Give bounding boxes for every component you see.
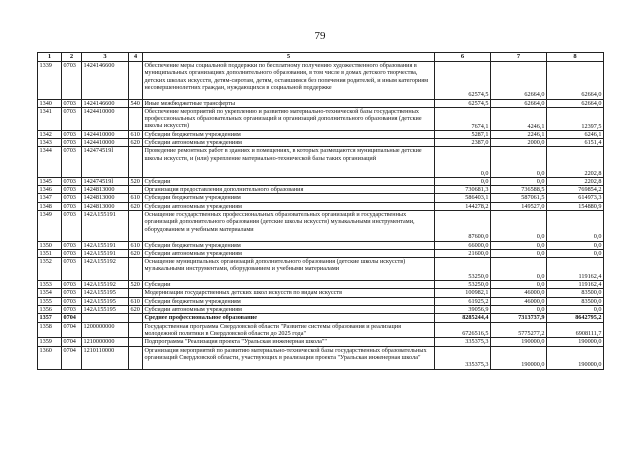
table-cell-c3: 142A155195 (82, 297, 129, 305)
table-cell-c6: 62574,5 (435, 62, 491, 100)
table-cell-c3: 142474519l (82, 177, 129, 185)
table-row (38, 241, 604, 249)
table-cell-c3 (82, 314, 129, 322)
table-cell-c1: 1351 (38, 249, 62, 257)
header-cell: 2 (62, 53, 82, 62)
table-cell-c4 (129, 346, 143, 369)
table-cell-c4: 620 (129, 139, 143, 147)
table-cell-c1: 1355 (38, 297, 62, 305)
table-cell-c4 (129, 147, 143, 178)
table-cell-c8: 119162,4 (547, 281, 604, 289)
table-body (38, 62, 604, 370)
table-cell-c7: 2246,1 (491, 130, 547, 138)
table-cell-c1: 1359 (38, 338, 62, 346)
table-cell-c4: 610 (129, 194, 143, 202)
table-row (38, 258, 604, 281)
table-cell-c8: 8642795,2 (547, 314, 604, 322)
table-row (38, 281, 604, 289)
table-cell-c8: 769854,2 (547, 186, 604, 194)
table-cell-c5: Субсидии бюджетным учреждениям (143, 241, 435, 249)
table-cell-c8: 2202,8 (547, 147, 604, 178)
table-cell-c7: 587061,5 (491, 194, 547, 202)
table-cell-c5: Организация предоставления дополнительного образования (143, 186, 435, 194)
table-cell-c4 (129, 258, 143, 281)
table-cell-c1: 1357 (38, 314, 62, 322)
table-cell-c1: 1346 (38, 186, 62, 194)
table-cell-c6: 335375,3 (435, 346, 491, 369)
table-cell-c6: 144278,2 (435, 202, 491, 210)
table-cell-c8: 0,0 (547, 306, 604, 314)
table-cell-c6: 2387,0 (435, 139, 491, 147)
table-cell-c6: 62574,5 (435, 99, 491, 107)
table-cell-c1: 1350 (38, 241, 62, 249)
header-cell: 5 (143, 53, 435, 62)
table-cell-c5: Субсидии бюджетным учреждениям (143, 130, 435, 138)
table-cell-c1: 1343 (38, 139, 62, 147)
header-cell: 4 (129, 53, 143, 62)
table-cell-c2: 0703 (62, 289, 82, 297)
table-row (38, 289, 604, 297)
table-cell-c8: 0,0 (547, 249, 604, 257)
table-cell-c1: 1344 (38, 147, 62, 178)
table-row (38, 186, 604, 194)
table-cell-c1: 1356 (38, 306, 62, 314)
table-cell-c5: Субсидии автономным учреждениям (143, 202, 435, 210)
table-cell-c6: 335375,3 (435, 338, 491, 346)
table-cell-c5: Обеспечение мероприятий по укреплению и развитию материально-технической базы государственных профессиональных образовательных организаций и организаций дополнительного образования (детские школы искусств) (143, 107, 435, 130)
table-cell-c1: 1348 (38, 202, 62, 210)
table-cell-c8: 12397,5 (547, 107, 604, 130)
table-cell-c4: 620 (129, 306, 143, 314)
header-cell: 6 (435, 53, 491, 62)
table-row (38, 211, 604, 242)
table-cell-c2: 0703 (62, 186, 82, 194)
table-cell-c4 (129, 62, 143, 100)
table-cell-c4: 610 (129, 241, 143, 249)
table-cell-c7: 0,0 (491, 241, 547, 249)
table-row (38, 314, 604, 322)
header-cell: 8 (547, 53, 604, 62)
header-cell: 3 (82, 53, 129, 62)
table-cell-c1: 1358 (38, 322, 62, 338)
table-cell-c3: 142A155191 (82, 241, 129, 249)
table-cell-c1: 1349 (38, 211, 62, 242)
table-cell-c3: 1424813000 (82, 186, 129, 194)
table-cell-c4: 620 (129, 249, 143, 257)
table-cell-c2: 0703 (62, 130, 82, 138)
table-cell-c3: 142A155191 (82, 249, 129, 257)
table-cell-c8: 190000,0 (547, 346, 604, 369)
table-cell-c8: 6908111,7 (547, 322, 604, 338)
table-cell-c4: 540 (129, 99, 143, 107)
table-cell-c3: 142A155192 (82, 258, 129, 281)
table-cell-c6: 39056,9 (435, 306, 491, 314)
table-cell-c7: 0,0 (491, 147, 547, 178)
table-row (38, 194, 604, 202)
table-cell-c3: 1424813000 (82, 194, 129, 202)
table-cell-c6: 53250,0 (435, 258, 491, 281)
table-cell-c2: 0703 (62, 194, 82, 202)
table-cell-c5: Модернизация государственных детских школ искусств по видам искусств (143, 289, 435, 297)
table-row (38, 202, 604, 210)
table-cell-c3: 142A155191 (82, 211, 129, 242)
table-cell-c6: 8285244,4 (435, 314, 491, 322)
table-cell-c5: Субсидии (143, 177, 435, 185)
table-cell-c7: 190000,0 (491, 346, 547, 369)
table-cell-c4: 610 (129, 130, 143, 138)
table-cell-c4 (129, 107, 143, 130)
table-cell-c6: 61925,2 (435, 297, 491, 305)
table-cell-c1: 1352 (38, 258, 62, 281)
table-cell-c7: 62664,0 (491, 62, 547, 100)
table-cell-c3: 142A155195 (82, 306, 129, 314)
table-cell-c4 (129, 289, 143, 297)
table-cell-c6: 586403,1 (435, 194, 491, 202)
table-cell-c7: 4246,1 (491, 107, 547, 130)
table-cell-c3: 1424813000 (82, 202, 129, 210)
table-cell-c5: Государственная программа Свердловской области "Развитие системы образования и реализация молодежной политики в Свердловской области до 2025 года" (143, 322, 435, 338)
table-cell-c5: Субсидии бюджетным учреждениям (143, 194, 435, 202)
table-row (38, 249, 604, 257)
table-cell-c2: 0704 (62, 314, 82, 322)
table-cell-c6: 100982,1 (435, 289, 491, 297)
table-cell-c2: 0703 (62, 139, 82, 147)
table-cell-c2: 0703 (62, 99, 82, 107)
table-row (38, 306, 604, 314)
table-cell-c5: Оснащение муниципальных организаций дополнительного образования (детские школы искусств) музыкальными инструментами, оборудованием и учебными материалами (143, 258, 435, 281)
table-cell-c1: 1339 (38, 62, 62, 100)
table-row (38, 147, 604, 178)
table-cell-c8: 0,0 (547, 241, 604, 249)
table-cell-c8: 83500,0 (547, 289, 604, 297)
table-cell-c7: 0,0 (491, 211, 547, 242)
table-cell-c7: 149527,0 (491, 202, 547, 210)
table-cell-c8: 2202,8 (547, 177, 604, 185)
table-row (38, 139, 604, 147)
table-cell-c3: 1200000000 (82, 322, 129, 338)
table-cell-c3: 1424410000 (82, 139, 129, 147)
table-cell-c2: 0703 (62, 107, 82, 130)
table-cell-c3: 1424146600 (82, 62, 129, 100)
table-cell-c7: 0,0 (491, 249, 547, 257)
table-cell-c2: 0703 (62, 249, 82, 257)
table-cell-c1: 1347 (38, 194, 62, 202)
table-cell-c5: Субсидии (143, 281, 435, 289)
table-cell-c8: 119162,4 (547, 258, 604, 281)
table-cell-c1: 1345 (38, 177, 62, 185)
table-cell-c2: 0704 (62, 322, 82, 338)
table-cell-c7: 46000,0 (491, 297, 547, 305)
table-cell-c8: 614973,3 (547, 194, 604, 202)
table-cell-c5: Подпрограмма "Реализация проекта "Уральская инженерная школа"" (143, 338, 435, 346)
table-cell-c6: 0,0 (435, 177, 491, 185)
table-cell-c5: Субсидии автономным учреждениям (143, 139, 435, 147)
table-cell-c1: 1354 (38, 289, 62, 297)
table-cell-c6: 21600,0 (435, 249, 491, 257)
table-cell-c8: 62664,0 (547, 99, 604, 107)
table-cell-c3: 1210000000 (82, 338, 129, 346)
header-cell: 7 (491, 53, 547, 62)
table-row (38, 62, 604, 100)
table-cell-c8: 83500,0 (547, 297, 604, 305)
table-cell-c8: 6151,4 (547, 139, 604, 147)
table-cell-c3: 1424410000 (82, 107, 129, 130)
table-cell-c7: 736588,5 (491, 186, 547, 194)
table-cell-c4: 610 (129, 297, 143, 305)
table-cell-c1: 1340 (38, 99, 62, 107)
table-cell-c8: 190000,0 (547, 338, 604, 346)
table-cell-c2: 0703 (62, 258, 82, 281)
table-cell-c7: 0,0 (491, 306, 547, 314)
table-cell-c5: Проведение ремонтных работ в зданиях и помещениях, в которых размещаются муниципальные детские школы искусств, и (или) укрепление материально-технической базы таких организаций (143, 147, 435, 178)
table-cell-c2: 0703 (62, 281, 82, 289)
table-cell-c3: 1424410000 (82, 130, 129, 138)
table-cell-c4: 520 (129, 177, 143, 185)
table-cell-c7: 62664,0 (491, 99, 547, 107)
table-cell-c2: 0703 (62, 147, 82, 178)
table-cell-c3: 1424146600 (82, 99, 129, 107)
table-cell-c7: 0,0 (491, 177, 547, 185)
table-cell-c3: 142A155195 (82, 289, 129, 297)
table-cell-c7: 7313737,9 (491, 314, 547, 322)
table-cell-c1: 1341 (38, 107, 62, 130)
table-cell-c4 (129, 314, 143, 322)
table-cell-c4 (129, 186, 143, 194)
table-cell-c5: Иные межбюджетные трансферты (143, 99, 435, 107)
table-row (38, 338, 604, 346)
table-row (38, 107, 604, 130)
table-cell-c6: 5287,1 (435, 130, 491, 138)
table-cell-c4: 520 (129, 281, 143, 289)
table-row (38, 177, 604, 185)
table-cell-c3: 142A155192 (82, 281, 129, 289)
table-cell-c5: Обеспечение меры социальной поддержки по бесплатному получению художественного образования в муниципальных организациях дополнительного образования, в том числе в домах детского творчества, детских школах искусств, детям-сиротам, детям, оставшимся без попечения родителей, и иным категориям несовершеннолетних граждан, нуждающихся в социальной поддержке (143, 62, 435, 100)
table-cell-c6: 730681,3 (435, 186, 491, 194)
table-cell-c2: 0704 (62, 346, 82, 369)
table-row (38, 99, 604, 107)
table-cell-c2: 0703 (62, 202, 82, 210)
header-row (38, 53, 604, 62)
table-cell-c8: 62664,0 (547, 62, 604, 100)
table-cell-c5: Организация мероприятий по развитию материально-технической базы государственных образовательных организаций Свердловской области, участвующих в реализации проекта "Уральская инженерная школа" (143, 346, 435, 369)
table-cell-c6: 0,0 (435, 147, 491, 178)
table-cell-c6: 53250,0 (435, 281, 491, 289)
table-cell-c5: Субсидии автономным учреждениям (143, 249, 435, 257)
table-row (38, 346, 604, 369)
table-cell-c2: 0703 (62, 306, 82, 314)
table-cell-c6: 7674,1 (435, 107, 491, 130)
table-cell-c2: 0703 (62, 297, 82, 305)
table-cell-c7: 5775277,2 (491, 322, 547, 338)
table-cell-c3: 1210110000 (82, 346, 129, 369)
table-cell-c7: 2000,0 (491, 139, 547, 147)
table-cell-c2: 0703 (62, 62, 82, 100)
table-cell-c7: 190000,0 (491, 338, 547, 346)
table-cell-c1: 1360 (38, 346, 62, 369)
page-number: 79 (314, 30, 326, 42)
table-cell-c1: 1353 (38, 281, 62, 289)
table-cell-c4: 620 (129, 202, 143, 210)
table-cell-c2: 0703 (62, 241, 82, 249)
table-cell-c7: 46000,0 (491, 289, 547, 297)
table-cell-c5: Субсидии бюджетным учреждениям (143, 297, 435, 305)
table-cell-c4 (129, 211, 143, 242)
table-row (38, 322, 604, 338)
table-cell-c7: 0,0 (491, 258, 547, 281)
table-cell-c2: 0703 (62, 177, 82, 185)
table-cell-c2: 0703 (62, 211, 82, 242)
table-cell-c5: Среднее профессиональное образование (143, 314, 435, 322)
header-cell: 1 (38, 53, 62, 62)
table-cell-c6: 6726516,5 (435, 322, 491, 338)
table-cell-c5: Субсидии автономным учреждениям (143, 306, 435, 314)
table-cell-c1: 1342 (38, 130, 62, 138)
budget-table (37, 52, 604, 370)
table-cell-c8: 154880,9 (547, 202, 604, 210)
table-cell-c4 (129, 338, 143, 346)
table-cell-c2: 0704 (62, 338, 82, 346)
table-cell-c6: 87600,0 (435, 211, 491, 242)
table-cell-c6: 66000,0 (435, 241, 491, 249)
table-cell-c8: 6246,1 (547, 130, 604, 138)
table-row (38, 130, 604, 138)
table-cell-c4 (129, 322, 143, 338)
table-row (38, 297, 604, 305)
table-cell-c7: 0,0 (491, 281, 547, 289)
table-cell-c8: 0,0 (547, 211, 604, 242)
table-cell-c3: 142474519l (82, 147, 129, 178)
table-cell-c5: Оснащение государственных профессиональных образовательных организаций и государственных организаций дополнительного образования (детские школы искусств) музыкальными инструментами, оборудованием и учебными материалами (143, 211, 435, 242)
